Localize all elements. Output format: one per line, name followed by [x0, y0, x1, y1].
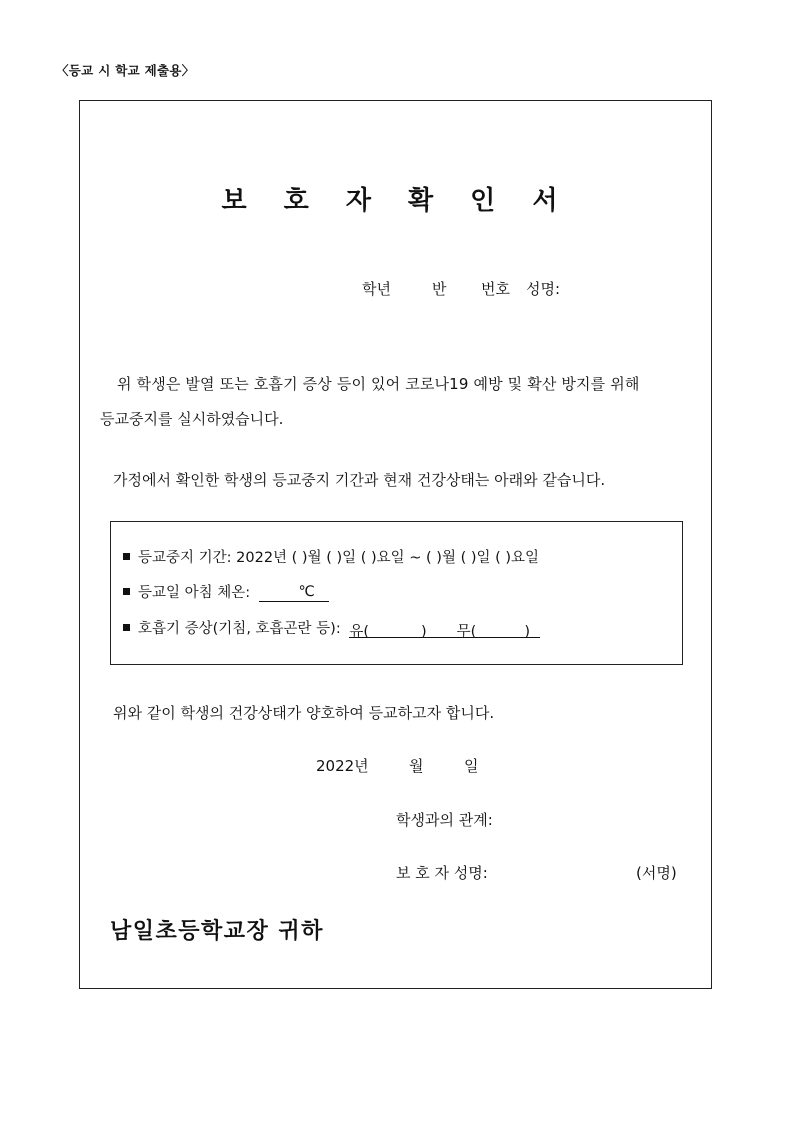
- name-label: 성명:: [526, 280, 561, 298]
- box-item-symptoms: [123, 617, 540, 638]
- guardian-name-label: 보 호 자 성명:: [396, 864, 488, 882]
- bullet-icon: [123, 553, 130, 560]
- symptoms-field[interactable]: [349, 620, 540, 638]
- date-month: 월: [409, 757, 424, 775]
- number-label: 번호: [481, 280, 510, 298]
- header-note: 〈등교 시 학교 제출용〉: [56, 63, 195, 78]
- period-text: 등교중지 기간: 2022년 ( )월 ( )일 ( )요일 ~ ( )월 ( )일 ( )요일: [138, 550, 540, 566]
- temperature-field[interactable]: [259, 584, 329, 602]
- document-title: 보 호 자 확 인 서: [221, 186, 572, 216]
- relationship-label: 학생과의 관계:: [396, 811, 493, 829]
- symptom-yes-label: 유(: [349, 624, 369, 640]
- grade-label: 학년: [362, 280, 391, 298]
- signature-label: (서명): [636, 864, 677, 882]
- temperature-unit: ℃: [298, 584, 315, 600]
- temperature-label: 등교일 아침 체온:: [138, 585, 251, 601]
- paragraph-2: 가정에서 확인한 학생의 등교중지 기간과 현재 건강상태는 아래와 같습니다.: [113, 471, 606, 489]
- date-day: 일: [464, 757, 479, 775]
- addressee: 남일초등학교장 귀하: [110, 919, 324, 944]
- symptom-no-label: 무(: [456, 624, 477, 640]
- paragraph-1-line-2: 등교중지를 실시하였습니다.: [100, 410, 284, 428]
- symptom-no-close: ): [524, 624, 531, 640]
- symptoms-label: 호흡기 증상(기침, 호흡곤란 등):: [138, 621, 341, 637]
- bullet-icon: [123, 588, 130, 595]
- symptom-yes-close: ): [421, 624, 427, 640]
- box-item-temperature: [123, 581, 329, 602]
- box-item-period: [123, 546, 539, 567]
- date-year: 2022년: [316, 757, 369, 775]
- paragraph-3: 위와 같이 학생의 건강상태가 양호하여 등교하고자 합니다.: [113, 704, 495, 722]
- class-label: 반: [432, 280, 447, 298]
- bullet-icon: [123, 624, 130, 631]
- paragraph-1-line-1: 위 학생은 발열 또는 호흡기 증상 등이 있어 코로나19 예방 및 확산 방지를 위해: [117, 375, 640, 393]
